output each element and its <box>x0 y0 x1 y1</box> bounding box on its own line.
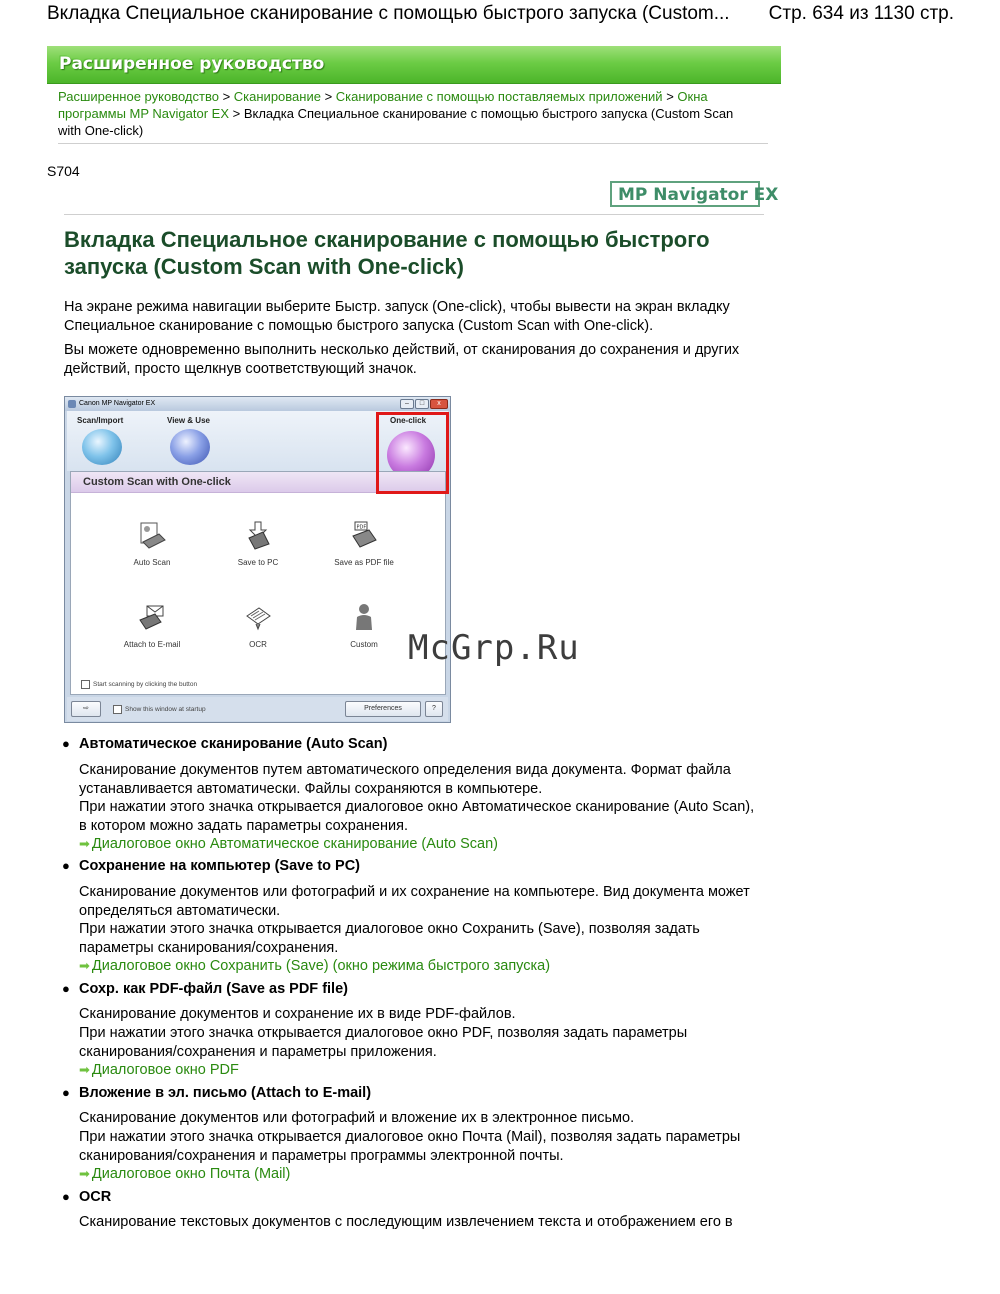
window-title: Canon MP Navigator EX <box>79 400 156 407</box>
help-label: ? <box>432 705 436 712</box>
item-heading: Сохр. как PDF-файл (Save as PDF file) <box>79 981 348 997</box>
auto-scan-tile[interactable] <box>107 520 197 567</box>
svg-text:PDF: PDF <box>356 524 367 531</box>
page-title: Вкладка Специальное сканирование с помощью быстрого запуска (Custom Scan with One-click) <box>64 227 710 279</box>
show-at-startup-checkbox[interactable] <box>113 705 206 714</box>
preferences-button[interactable] <box>345 701 421 717</box>
item-heading: Сохранение на компьютер (Save to PC) <box>79 858 361 874</box>
checkbox-icon <box>113 705 122 714</box>
breadcrumb-link-apps[interactable]: Сканирование с помощью поставляемых приложений <box>335 89 663 104</box>
item-text: При нажатии этого значка открывается диалоговое окно Почта (Mail), позволяя задать параметры сканирования/сохранения и параметры программы электронной почты. <box>79 1129 741 1164</box>
item-heading: OCR <box>79 1189 112 1205</box>
item-link-row[interactable] <box>79 835 759 854</box>
item-link-row[interactable] <box>79 957 759 976</box>
bullet-icon: ● <box>62 858 70 873</box>
window-titlebar <box>65 397 450 411</box>
scan-import-icon[interactable] <box>82 429 122 465</box>
item-link-row[interactable] <box>79 1061 759 1080</box>
app-icon <box>68 400 76 408</box>
breadcrumb <box>58 88 758 139</box>
auto-scan-icon <box>137 520 167 550</box>
breadcrumb-link-guide[interactable]: Расширенное руководство <box>58 89 219 104</box>
item-text: При нажатии этого значка открывается диалоговое окно PDF, позволяя задать параметры сканирования/сохранения и параметры приложения. <box>79 1025 688 1060</box>
save-to-pc-label: Save to PC <box>237 558 279 567</box>
item-link[interactable]: Диалоговое окно Сохранить (Save) (окно режима быстрого запуска) <box>91 958 551 974</box>
divider <box>58 143 768 144</box>
auto-scan-label: Auto Scan <box>133 558 171 567</box>
custom-scan-panel <box>70 471 446 695</box>
maximize-icon[interactable]: □ <box>415 399 429 409</box>
checkbox-icon <box>81 680 90 689</box>
intro-paragraph-1: На экране режима навигации выберите Быстр. запуск (One-click), чтобы вывести на экран вкладку Специальное сканирование с помощью быстрого запуска (Custom Scan with One-click). <box>64 299 730 334</box>
attach-email-label: Attach to E-mail <box>123 640 181 649</box>
page-counter: Стр. 634 из 1130 стр. <box>768 3 954 24</box>
breadcrumb-link-scanning[interactable]: Сканирование <box>233 89 321 104</box>
breadcrumb-sep: > <box>232 106 241 121</box>
ocr-icon <box>243 602 273 632</box>
help-button[interactable] <box>425 701 443 717</box>
breadcrumb-link-windows[interactable]: Окна программы MP Navigator EX <box>58 89 708 121</box>
breadcrumb-sep: > <box>324 89 333 104</box>
tab-scan-import[interactable]: Scan/Import <box>77 416 124 425</box>
item-link[interactable]: Диалоговое окно PDF <box>91 1062 239 1078</box>
window-footer <box>67 697 448 721</box>
tab-one-click[interactable]: One-click <box>390 416 427 425</box>
item-text: Сканирование документов или фотографий и их сохранение на компьютере. Вид документа может определяться автоматически. <box>79 884 750 919</box>
ocr-tile[interactable] <box>213 602 303 649</box>
product-logo <box>610 181 779 207</box>
attach-email-tile[interactable] <box>107 602 197 649</box>
arrow-icon: ➡ <box>79 1166 90 1181</box>
custom-label: Custom <box>350 640 378 649</box>
person-icon <box>349 602 379 632</box>
watermark: McGrp.Ru <box>408 628 580 668</box>
item-heading: Автоматическое сканирование (Auto Scan) <box>79 736 388 752</box>
bullet-icon: ● <box>62 736 70 751</box>
item-text: При нажатии этого значка открывается диалоговое окно Автоматическое сканирование (Auto Scan), в котором можно задать параметры сохранения. <box>79 799 755 834</box>
bullet-icon: ● <box>62 1085 70 1100</box>
intro-paragraph-2: Вы можете одновременно выполнить несколько действий, от сканирования до сохранения и других действий, просто щелкнув соответствующий значок. <box>64 342 740 377</box>
save-to-pc-icon <box>243 520 273 550</box>
navigation-mode-button[interactable]: ⇨ <box>71 701 101 717</box>
breadcrumb-sep: > <box>222 89 231 104</box>
breadcrumb-sep: > <box>666 89 674 104</box>
view-use-icon[interactable] <box>170 429 210 465</box>
ocr-label: OCR <box>249 640 267 649</box>
checkbox-label: Start scanning by clicking the button <box>93 681 198 689</box>
panel-title: Custom Scan with One-click <box>83 476 231 488</box>
minimize-icon[interactable]: – <box>400 399 414 409</box>
item-text: При нажатии этого значка открывается диалоговое окно Сохранить (Save), позволяя задать параметры сканирования/сохранения. <box>79 921 700 956</box>
banner-title: Расширенное руководство <box>59 54 325 74</box>
item-text: Сканирование текстовых документов с последующим извлечением текста и отображением его в <box>79 1214 733 1230</box>
item-heading: Вложение в эл. письмо (Attach to E-mail) <box>79 1085 372 1101</box>
bullet-icon: ● <box>62 1189 70 1204</box>
item-link[interactable]: Диалоговое окно Автоматическое сканирование (Auto Scan) <box>91 836 498 852</box>
item-text: Сканирование документов или фотографий и вложение их в электронное письмо. <box>79 1110 635 1126</box>
save-as-pdf-tile[interactable] <box>319 520 409 567</box>
page-header <box>0 0 1000 30</box>
item-link[interactable]: Диалоговое окно Почта (Mail) <box>91 1166 291 1182</box>
start-scanning-checkbox[interactable] <box>81 680 197 689</box>
save-to-pc-tile[interactable] <box>213 520 303 567</box>
checkbox-label: Show this window at startup <box>125 706 206 714</box>
close-icon[interactable]: x <box>430 399 448 409</box>
email-icon <box>137 602 167 632</box>
divider <box>64 214 764 215</box>
custom-tile[interactable] <box>319 602 409 649</box>
highlight-frame <box>376 412 449 494</box>
breadcrumb-current: Вкладка Специальное сканирование с помощью быстрого запуска (Custom Scan with One-click) <box>58 106 734 138</box>
arrow-icon: ➡ <box>79 836 90 851</box>
preferences-label: Preferences <box>364 705 402 712</box>
save-as-pdf-label: Save as PDF file <box>334 558 394 567</box>
section-banner <box>47 46 781 84</box>
logo-text: MP Navigator EX <box>618 185 779 205</box>
tab-view-use[interactable]: View & Use <box>167 416 210 425</box>
header-title: Вкладка Специальное сканирование с помощью быстрого запуска (Custom... <box>47 3 730 24</box>
arrow-icon: ➡ <box>79 958 90 973</box>
arrow-icon: ➡ <box>79 1062 90 1077</box>
item-link-row[interactable] <box>79 1165 759 1184</box>
bullet-icon: ● <box>62 981 70 996</box>
pdf-icon <box>349 520 379 550</box>
item-text: Сканирование документов и сохранение их в виде PDF-файлов. <box>79 1006 516 1022</box>
item-text: Сканирование документов путем автоматического определения вида документа. Формат файла устанавливается автоматически. Файлы сохраняются в компьютере. <box>79 762 731 797</box>
page-code: S704 <box>47 163 80 179</box>
